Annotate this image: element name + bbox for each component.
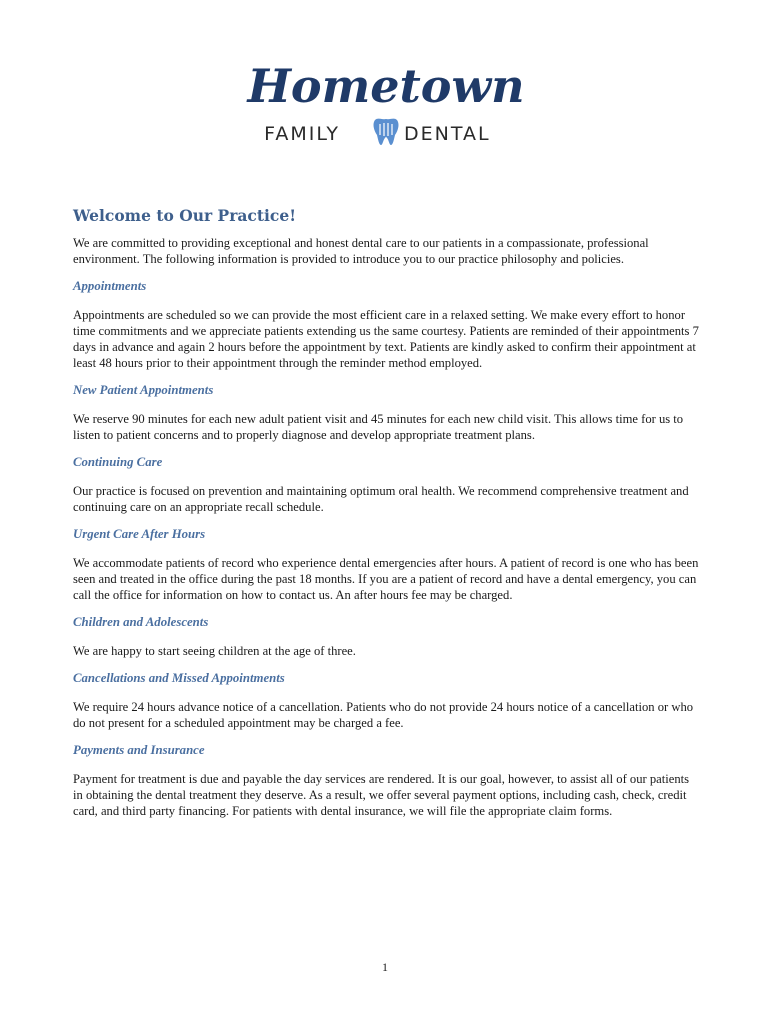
section-body-payments: Payment for treatment is due and payable the day services are rendered. It is our goal, however, to assist all of our patients in obtaining the dental treatment they deserve. As a result, we offer several payment options, including cash, check, credit card, and third party financing. For patients with dental insurance, we will file the appropriate claim forms. [73,772,690,818]
section-body-continuing-care: Our practice is focused on prevention and maintaining optimum oral health. We recommend comprehensive treatment and continuing care on an appropriate recall schedule. [73,484,689,514]
section-body-new-patient-appointments: We reserve 90 minutes for each new adult patient visit and 45 minutes for each new child visit. This allows time for us to listen to patient concerns and to properly diagnose and develop appropriate treatment plans. [73,412,684,442]
section-heading-urgent-care: Urgent Care After Hours [73,527,206,541]
section-body-cancellations: We require 24 hours advance notice of a cancellation. Patients who do not provide 24 hours notice of a cancellation or who do not present for a scheduled appointment may be charged a fee. [73,700,694,730]
section-heading-appointments: Appointments [73,279,147,293]
logo-word-family: FAMILY [264,123,340,145]
section-body-appointments: Appointments are scheduled so we can provide the most efficient care in a relaxed setting. We make every effort to honor time commitments and we appreciate patients extending us the same courtesy. Patients are reminded of their appointments 7 days in advance and again 2 hours before the appointment by text. Patients are kindly asked to confirm their appointment at least 48 hours prior to their appointment through the reminder method employed. [73,308,699,370]
intro-paragraph: We are committed to providing exceptional and honest dental care to our patients in a compassionate, professional environment. The following information is provided to introduce you to our practice philosophy and policies. [73,236,649,266]
section-body-urgent-care: We accommodate patients of record who experience dental emergencies after hours. A patient of record is one who has been seen and treated in the office during the past 18 months. If you are a patient of record and have a dental emergency, you can call the office for information on how to contact us. An after hours fee may be charged. [73,556,699,602]
document-body [73,206,699,819]
section-body-children: We are happy to start seeing children at the age of three. [73,644,356,658]
logo-graphic [246,56,526,148]
page-number: 1 [382,960,388,974]
hometown-family-dental-logo [246,56,526,148]
logo-word-dental: DENTAL [404,123,491,145]
logo-wordmark: Hometown [247,59,525,113]
section-heading-cancellations: Cancellations and Missed Appointments [73,671,285,685]
section-heading-payments: Payments and Insurance [73,743,205,757]
section-heading-continuing-care: Continuing Care [73,455,163,469]
section-heading-new-patient-appointments: New Patient Appointments [73,383,214,397]
section-heading-children: Children and Adolescents [73,615,209,629]
tooth-icon [374,119,399,145]
page-title: Welcome to Our Practice! [73,206,297,225]
